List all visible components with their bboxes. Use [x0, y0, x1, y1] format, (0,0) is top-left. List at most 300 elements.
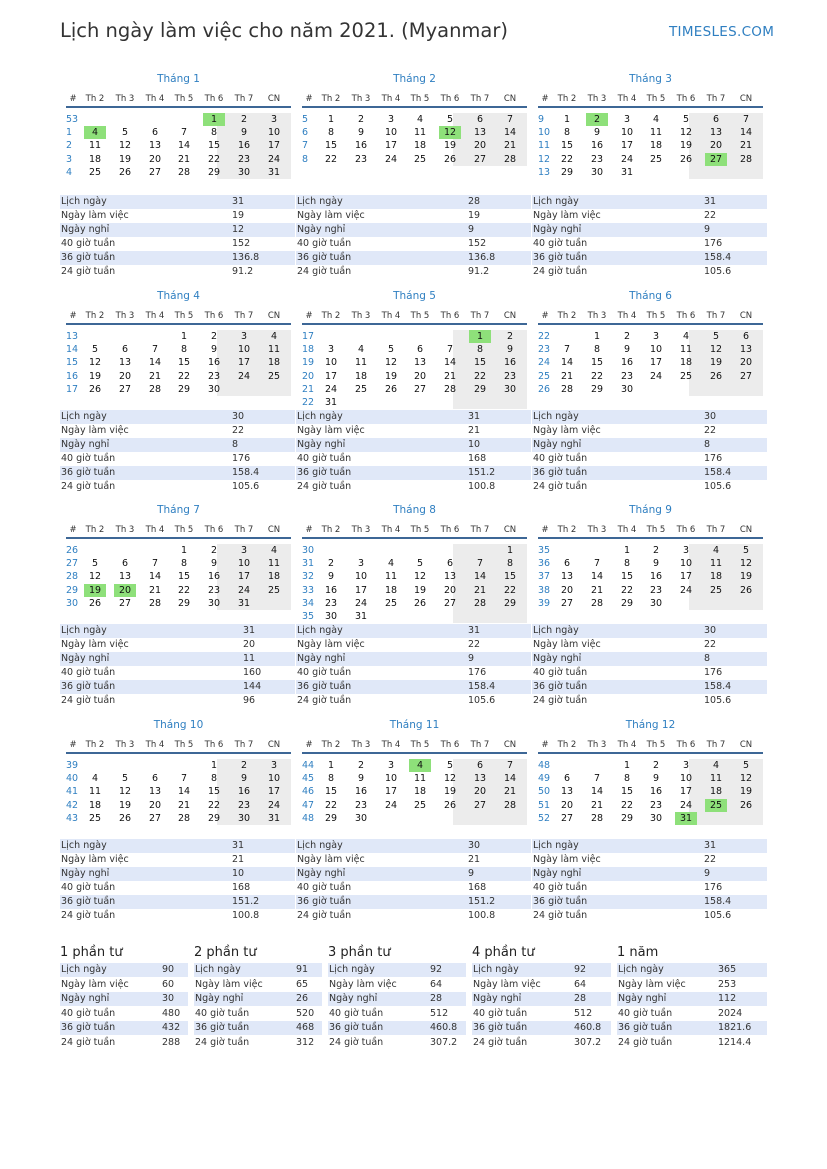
day-cell[interactable]: 25: [413, 799, 427, 811]
month-name[interactable]: Tháng 11: [389, 719, 440, 731]
day-cell[interactable]: 18: [413, 140, 427, 152]
day-cell[interactable]: 7: [151, 344, 159, 356]
day-cell[interactable]: 5: [416, 558, 424, 570]
day-cell[interactable]: 13: [118, 571, 132, 583]
day-cell[interactable]: 9: [210, 344, 218, 356]
day-cell[interactable]: 22: [620, 584, 634, 596]
month-name[interactable]: Tháng 2: [393, 73, 436, 85]
day-cell[interactable]: 5: [742, 760, 750, 771]
day-cell[interactable]: 20: [473, 786, 487, 798]
holiday-day[interactable]: 1: [469, 330, 491, 343]
day-cell[interactable]: 6: [712, 114, 720, 125]
holiday-day[interactable]: 31: [675, 812, 697, 825]
day-cell[interactable]: 15: [503, 571, 517, 583]
day-cell[interactable]: 16: [237, 140, 251, 152]
day-cell[interactable]: 27: [473, 799, 487, 811]
day-cell[interactable]: 3: [387, 760, 395, 771]
day-cell[interactable]: 16: [237, 786, 251, 798]
day-cell[interactable]: 5: [387, 344, 395, 356]
day-cell[interactable]: 9: [210, 558, 218, 570]
day-cell[interactable]: 23: [590, 153, 604, 165]
day-cell[interactable]: 15: [177, 357, 191, 369]
day-cell[interactable]: 9: [240, 773, 248, 785]
day-cell[interactable]: 7: [593, 558, 601, 570]
day-cell[interactable]: 3: [387, 114, 395, 125]
day-cell[interactable]: 9: [652, 773, 660, 785]
day-cell[interactable]: 23: [237, 799, 251, 811]
day-cell[interactable]: 25: [267, 584, 281, 596]
holiday-day[interactable]: 12: [439, 126, 461, 139]
day-cell[interactable]: 26: [443, 153, 457, 165]
month-name[interactable]: Tháng 6: [629, 290, 672, 302]
day-cell[interactable]: 10: [324, 357, 338, 369]
day-cell[interactable]: 8: [623, 773, 631, 785]
day-cell[interactable]: 17: [649, 357, 663, 369]
day-cell[interactable]: 25: [413, 153, 427, 165]
day-cell[interactable]: 27: [148, 166, 162, 178]
day-cell[interactable]: 4: [387, 558, 395, 570]
day-cell[interactable]: 18: [413, 786, 427, 798]
day-cell[interactable]: 27: [118, 383, 132, 395]
day-cell[interactable]: 1: [623, 545, 631, 556]
day-cell[interactable]: 24: [384, 799, 398, 811]
day-cell[interactable]: 8: [210, 773, 218, 785]
day-cell[interactable]: 3: [240, 545, 248, 556]
day-cell[interactable]: 5: [446, 760, 454, 771]
day-cell[interactable]: 3: [682, 760, 690, 771]
day-cell[interactable]: 8: [210, 127, 218, 139]
day-cell[interactable]: 28: [590, 597, 604, 609]
day-cell[interactable]: 19: [118, 799, 132, 811]
day-cell[interactable]: 12: [118, 786, 132, 798]
day-cell[interactable]: 22: [207, 799, 221, 811]
day-cell[interactable]: 23: [354, 153, 368, 165]
month-name[interactable]: Tháng 12: [625, 719, 676, 731]
day-cell[interactable]: 7: [506, 114, 514, 125]
day-cell[interactable]: 24: [679, 584, 693, 596]
day-cell[interactable]: 2: [240, 760, 248, 771]
day-cell[interactable]: 11: [413, 773, 427, 785]
day-cell[interactable]: 16: [503, 357, 517, 369]
day-cell[interactable]: 21: [473, 584, 487, 596]
day-cell[interactable]: 29: [620, 812, 634, 824]
day-cell[interactable]: 30: [237, 812, 251, 824]
day-cell[interactable]: 14: [148, 357, 162, 369]
day-cell[interactable]: 7: [476, 558, 484, 570]
day-cell[interactable]: 23: [503, 370, 517, 382]
day-cell[interactable]: 3: [682, 545, 690, 556]
day-cell[interactable]: 21: [177, 153, 191, 165]
day-cell[interactable]: 12: [88, 357, 102, 369]
day-cell[interactable]: 4: [712, 545, 720, 556]
day-cell[interactable]: 29: [177, 383, 191, 395]
holiday-day[interactable]: 25: [705, 799, 727, 812]
day-cell[interactable]: 16: [207, 571, 221, 583]
day-cell[interactable]: 22: [177, 584, 191, 596]
day-cell[interactable]: 13: [709, 127, 723, 139]
day-cell[interactable]: 10: [679, 558, 693, 570]
day-cell[interactable]: 23: [237, 153, 251, 165]
day-cell[interactable]: 28: [590, 812, 604, 824]
day-cell[interactable]: 11: [413, 127, 427, 139]
day-cell[interactable]: 18: [267, 357, 281, 369]
day-cell[interactable]: 8: [506, 558, 514, 570]
day-cell[interactable]: 14: [503, 127, 517, 139]
day-cell[interactable]: 15: [620, 571, 634, 583]
holiday-day[interactable]: 1: [203, 113, 225, 126]
day-cell[interactable]: 18: [679, 357, 693, 369]
day-cell[interactable]: 10: [237, 344, 251, 356]
day-cell[interactable]: 14: [473, 571, 487, 583]
day-cell[interactable]: 4: [682, 331, 690, 342]
day-cell[interactable]: 28: [148, 383, 162, 395]
day-cell[interactable]: 24: [267, 799, 281, 811]
day-cell[interactable]: 26: [739, 584, 753, 596]
day-cell[interactable]: 23: [207, 370, 221, 382]
month-name[interactable]: Tháng 9: [629, 504, 672, 516]
day-cell[interactable]: 20: [739, 357, 753, 369]
day-cell[interactable]: 21: [148, 370, 162, 382]
day-cell[interactable]: 6: [563, 773, 571, 785]
day-cell[interactable]: 25: [384, 597, 398, 609]
day-cell[interactable]: 27: [739, 370, 753, 382]
day-cell[interactable]: 1: [563, 114, 571, 125]
day-cell[interactable]: 20: [118, 370, 132, 382]
day-cell[interactable]: 8: [327, 773, 335, 785]
day-cell[interactable]: 5: [91, 558, 99, 570]
day-cell[interactable]: 28: [739, 153, 753, 165]
day-cell[interactable]: 22: [177, 370, 191, 382]
day-cell[interactable]: 3: [652, 331, 660, 342]
day-cell[interactable]: 12: [739, 773, 753, 785]
day-cell[interactable]: 14: [590, 571, 604, 583]
day-cell[interactable]: 11: [649, 127, 663, 139]
day-cell[interactable]: 20: [413, 370, 427, 382]
day-cell[interactable]: 1: [506, 545, 514, 556]
day-cell[interactable]: 26: [413, 597, 427, 609]
day-cell[interactable]: 17: [237, 571, 251, 583]
day-cell[interactable]: 13: [473, 127, 487, 139]
day-cell[interactable]: 22: [503, 584, 517, 596]
day-cell[interactable]: 25: [88, 812, 102, 824]
day-cell[interactable]: 29: [473, 383, 487, 395]
day-cell[interactable]: 9: [593, 127, 601, 139]
day-cell[interactable]: 22: [620, 799, 634, 811]
day-cell[interactable]: 25: [267, 370, 281, 382]
day-cell[interactable]: 2: [210, 331, 218, 342]
day-cell[interactable]: 26: [118, 812, 132, 824]
day-cell[interactable]: 16: [649, 786, 663, 798]
day-cell[interactable]: 14: [739, 127, 753, 139]
day-cell[interactable]: 19: [679, 140, 693, 152]
day-cell[interactable]: 18: [709, 786, 723, 798]
day-cell[interactable]: 25: [709, 584, 723, 596]
day-cell[interactable]: 23: [649, 584, 663, 596]
day-cell[interactable]: 22: [590, 370, 604, 382]
day-cell[interactable]: 13: [148, 786, 162, 798]
day-cell[interactable]: 18: [88, 799, 102, 811]
day-cell[interactable]: 31: [620, 166, 634, 178]
day-cell[interactable]: 21: [148, 584, 162, 596]
month-name[interactable]: Tháng 5: [393, 290, 436, 302]
day-cell[interactable]: 12: [443, 773, 457, 785]
day-cell[interactable]: 23: [207, 584, 221, 596]
day-cell[interactable]: 27: [560, 812, 574, 824]
day-cell[interactable]: 21: [590, 584, 604, 596]
day-cell[interactable]: 15: [177, 571, 191, 583]
day-cell[interactable]: 11: [679, 344, 693, 356]
day-cell[interactable]: 8: [476, 344, 484, 356]
day-cell[interactable]: 12: [88, 571, 102, 583]
day-cell[interactable]: 6: [563, 558, 571, 570]
day-cell[interactable]: 2: [327, 558, 335, 570]
day-cell[interactable]: 10: [384, 773, 398, 785]
day-cell[interactable]: 30: [354, 812, 368, 824]
day-cell[interactable]: 13: [739, 344, 753, 356]
day-cell[interactable]: 21: [503, 786, 517, 798]
day-cell[interactable]: 3: [240, 331, 248, 342]
holiday-day[interactable]: 27: [705, 153, 727, 166]
day-cell[interactable]: 31: [324, 397, 338, 408]
day-cell[interactable]: 11: [354, 357, 368, 369]
day-cell[interactable]: 28: [503, 153, 517, 165]
holiday-day[interactable]: 19: [84, 584, 106, 597]
day-cell[interactable]: 25: [354, 383, 368, 395]
day-cell[interactable]: 28: [503, 799, 517, 811]
day-cell[interactable]: 19: [709, 357, 723, 369]
day-cell[interactable]: 27: [473, 153, 487, 165]
day-cell[interactable]: 6: [151, 773, 159, 785]
day-cell[interactable]: 13: [443, 571, 457, 583]
day-cell[interactable]: 20: [148, 153, 162, 165]
day-cell[interactable]: 7: [180, 127, 188, 139]
day-cell[interactable]: 23: [620, 370, 634, 382]
day-cell[interactable]: 24: [267, 153, 281, 165]
day-cell[interactable]: 28: [473, 597, 487, 609]
holiday-day[interactable]: 4: [84, 126, 106, 139]
month-name[interactable]: Tháng 3: [629, 73, 672, 85]
day-cell[interactable]: 6: [416, 344, 424, 356]
day-cell[interactable]: 21: [177, 799, 191, 811]
day-cell[interactable]: 25: [679, 370, 693, 382]
day-cell[interactable]: 17: [679, 786, 693, 798]
month-name[interactable]: Tháng 8: [393, 504, 436, 516]
day-cell[interactable]: 26: [709, 370, 723, 382]
day-cell[interactable]: 8: [593, 344, 601, 356]
day-cell[interactable]: 25: [88, 166, 102, 178]
day-cell[interactable]: 23: [649, 799, 663, 811]
day-cell[interactable]: 30: [237, 166, 251, 178]
day-cell[interactable]: 8: [180, 344, 188, 356]
day-cell[interactable]: 19: [88, 370, 102, 382]
day-cell[interactable]: 26: [88, 383, 102, 395]
day-cell[interactable]: 20: [560, 584, 574, 596]
day-cell[interactable]: 24: [384, 153, 398, 165]
day-cell[interactable]: 1: [210, 760, 218, 771]
day-cell[interactable]: 22: [560, 153, 574, 165]
day-cell[interactable]: 10: [620, 127, 634, 139]
day-cell[interactable]: 15: [207, 786, 221, 798]
day-cell[interactable]: 16: [324, 584, 338, 596]
day-cell[interactable]: 8: [563, 127, 571, 139]
day-cell[interactable]: 28: [560, 383, 574, 395]
day-cell[interactable]: 6: [476, 760, 484, 771]
day-cell[interactable]: 22: [324, 799, 338, 811]
day-cell[interactable]: 31: [237, 597, 251, 609]
day-cell[interactable]: 16: [207, 357, 221, 369]
day-cell[interactable]: 19: [739, 571, 753, 583]
day-cell[interactable]: 4: [270, 545, 278, 556]
day-cell[interactable]: 19: [739, 786, 753, 798]
day-cell[interactable]: 2: [210, 545, 218, 556]
day-cell[interactable]: 28: [177, 812, 191, 824]
day-cell[interactable]: 9: [652, 558, 660, 570]
day-cell[interactable]: 19: [118, 153, 132, 165]
day-cell[interactable]: 2: [623, 331, 631, 342]
day-cell[interactable]: 6: [121, 344, 129, 356]
day-cell[interactable]: 20: [443, 584, 457, 596]
day-cell[interactable]: 7: [563, 344, 571, 356]
day-cell[interactable]: 4: [712, 760, 720, 771]
day-cell[interactable]: 7: [506, 760, 514, 771]
day-cell[interactable]: 14: [590, 786, 604, 798]
day-cell[interactable]: 19: [384, 370, 398, 382]
day-cell[interactable]: 6: [446, 558, 454, 570]
day-cell[interactable]: 15: [207, 140, 221, 152]
day-cell[interactable]: 30: [207, 383, 221, 395]
day-cell[interactable]: 10: [679, 773, 693, 785]
day-cell[interactable]: 21: [590, 799, 604, 811]
day-cell[interactable]: 7: [180, 773, 188, 785]
day-cell[interactable]: 26: [739, 799, 753, 811]
day-cell[interactable]: 11: [88, 140, 102, 152]
day-cell[interactable]: 15: [473, 357, 487, 369]
day-cell[interactable]: 4: [270, 331, 278, 342]
day-cell[interactable]: 30: [324, 611, 338, 622]
day-cell[interactable]: 11: [267, 344, 281, 356]
day-cell[interactable]: 18: [354, 370, 368, 382]
holiday-day[interactable]: 4: [409, 759, 431, 772]
day-cell[interactable]: 31: [267, 812, 281, 824]
day-cell[interactable]: 29: [620, 597, 634, 609]
day-cell[interactable]: 24: [324, 383, 338, 395]
day-cell[interactable]: 11: [709, 773, 723, 785]
day-cell[interactable]: 14: [560, 357, 574, 369]
day-cell[interactable]: 24: [620, 153, 634, 165]
day-cell[interactable]: 15: [324, 140, 338, 152]
day-cell[interactable]: 9: [506, 344, 514, 356]
day-cell[interactable]: 12: [384, 357, 398, 369]
day-cell[interactable]: 8: [623, 558, 631, 570]
month-name[interactable]: Tháng 1: [157, 73, 200, 85]
day-cell[interactable]: 12: [709, 344, 723, 356]
day-cell[interactable]: 1: [180, 331, 188, 342]
day-cell[interactable]: 22: [207, 153, 221, 165]
day-cell[interactable]: 16: [649, 571, 663, 583]
day-cell[interactable]: 7: [446, 344, 454, 356]
day-cell[interactable]: 13: [560, 786, 574, 798]
day-cell[interactable]: 16: [354, 786, 368, 798]
day-cell[interactable]: 26: [443, 799, 457, 811]
day-cell[interactable]: 24: [649, 370, 663, 382]
day-cell[interactable]: 22: [324, 153, 338, 165]
day-cell[interactable]: 31: [354, 611, 368, 622]
day-cell[interactable]: 20: [148, 799, 162, 811]
day-cell[interactable]: 5: [712, 331, 720, 342]
day-cell[interactable]: 14: [177, 786, 191, 798]
day-cell[interactable]: 21: [739, 140, 753, 152]
day-cell[interactable]: 13: [148, 140, 162, 152]
day-cell[interactable]: 5: [682, 114, 690, 125]
day-cell[interactable]: 18: [384, 584, 398, 596]
day-cell[interactable]: 27: [443, 597, 457, 609]
day-cell[interactable]: 5: [121, 127, 129, 139]
day-cell[interactable]: 1: [623, 760, 631, 771]
day-cell[interactable]: 30: [649, 812, 663, 824]
day-cell[interactable]: 5: [742, 545, 750, 556]
day-cell[interactable]: 12: [739, 558, 753, 570]
day-cell[interactable]: 14: [148, 571, 162, 583]
day-cell[interactable]: 24: [679, 799, 693, 811]
day-cell[interactable]: 12: [413, 571, 427, 583]
day-cell[interactable]: 14: [177, 140, 191, 152]
day-cell[interactable]: 6: [121, 558, 129, 570]
day-cell[interactable]: 3: [357, 558, 365, 570]
day-cell[interactable]: 10: [267, 773, 281, 785]
day-cell[interactable]: 11: [88, 786, 102, 798]
day-cell[interactable]: 15: [620, 786, 634, 798]
day-cell[interactable]: 2: [506, 331, 514, 342]
day-cell[interactable]: 13: [560, 571, 574, 583]
day-cell[interactable]: 19: [413, 584, 427, 596]
day-cell[interactable]: 8: [180, 558, 188, 570]
day-cell[interactable]: 13: [118, 357, 132, 369]
day-cell[interactable]: 15: [560, 140, 574, 152]
day-cell[interactable]: 9: [357, 127, 365, 139]
day-cell[interactable]: 17: [354, 584, 368, 596]
day-cell[interactable]: 23: [354, 799, 368, 811]
day-cell[interactable]: 26: [88, 597, 102, 609]
day-cell[interactable]: 22: [473, 370, 487, 382]
day-cell[interactable]: 4: [357, 344, 365, 356]
day-cell[interactable]: 14: [503, 773, 517, 785]
day-cell[interactable]: 26: [679, 153, 693, 165]
day-cell[interactable]: 12: [679, 127, 693, 139]
day-cell[interactable]: 27: [413, 383, 427, 395]
day-cell[interactable]: 6: [742, 331, 750, 342]
day-cell[interactable]: 16: [590, 140, 604, 152]
day-cell[interactable]: 26: [118, 166, 132, 178]
day-cell[interactable]: 7: [151, 558, 159, 570]
day-cell[interactable]: 17: [384, 786, 398, 798]
day-cell[interactable]: 28: [177, 166, 191, 178]
day-cell[interactable]: 9: [357, 773, 365, 785]
day-cell[interactable]: 30: [620, 383, 634, 395]
month-name[interactable]: Tháng 7: [157, 504, 200, 516]
day-cell[interactable]: 17: [384, 140, 398, 152]
day-cell[interactable]: 17: [679, 571, 693, 583]
day-cell[interactable]: 2: [357, 114, 365, 125]
day-cell[interactable]: 10: [354, 571, 368, 583]
day-cell[interactable]: 20: [709, 140, 723, 152]
day-cell[interactable]: 8: [327, 127, 335, 139]
day-cell[interactable]: 20: [560, 799, 574, 811]
day-cell[interactable]: 27: [148, 812, 162, 824]
day-cell[interactable]: 3: [327, 344, 335, 356]
day-cell[interactable]: 10: [649, 344, 663, 356]
day-cell[interactable]: 3: [270, 760, 278, 771]
month-name[interactable]: Tháng 10: [153, 719, 204, 731]
